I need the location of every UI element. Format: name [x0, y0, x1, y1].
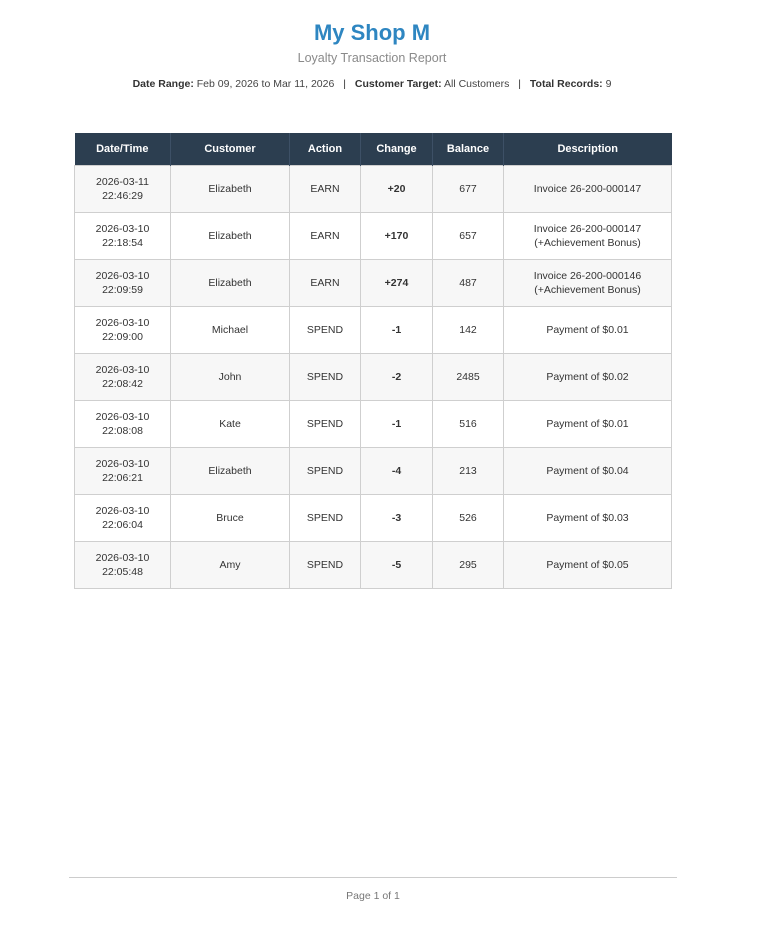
cell-description-line1: Payment of $0.01	[546, 418, 629, 430]
cell-customer: John	[171, 354, 290, 401]
cell-datetime	[75, 354, 171, 401]
cell-date: 2026-03-10	[95, 223, 150, 235]
cell-time: 22:06:21	[102, 472, 143, 484]
cell-change: -4	[361, 448, 433, 495]
column-header-customer: Customer	[171, 133, 290, 166]
cell-description-line2: (+Achievement Bonus)	[534, 284, 641, 296]
cell-time: 22:08:42	[102, 378, 143, 390]
cell-change: -1	[361, 307, 433, 354]
cell-action: EARN	[290, 213, 361, 260]
column-header-change: Change	[361, 133, 433, 166]
table-row	[75, 260, 672, 307]
cell-balance: 487	[433, 260, 504, 307]
cell-datetime	[75, 260, 171, 307]
column-header-description: Description	[504, 133, 672, 166]
cell-action: SPEND	[290, 448, 361, 495]
cell-customer: Amy	[171, 542, 290, 589]
cell-customer: Bruce	[171, 495, 290, 542]
cell-description-line1: Payment of $0.01	[546, 324, 629, 336]
cell-balance: 213	[433, 448, 504, 495]
table-row	[75, 495, 672, 542]
cell-time: 22:46:29	[102, 190, 143, 202]
cell-date: 2026-03-10	[95, 364, 150, 376]
meta-separator: |	[518, 78, 521, 90]
cell-description	[504, 213, 672, 260]
table-row	[75, 307, 672, 354]
cell-action: SPEND	[290, 542, 361, 589]
cell-date: 2026-03-10	[95, 270, 150, 282]
cell-description	[504, 166, 672, 213]
cell-change: +274	[361, 260, 433, 307]
cell-action: SPEND	[290, 354, 361, 401]
footer-divider	[69, 877, 677, 878]
cell-time: 22:09:59	[102, 284, 143, 296]
cell-description-line1: Invoice 26-200-000147	[533, 183, 642, 195]
cell-datetime	[75, 213, 171, 260]
cell-action: EARN	[290, 260, 361, 307]
cell-datetime	[75, 495, 171, 542]
transactions-table	[74, 133, 672, 589]
cell-datetime	[75, 307, 171, 354]
cell-balance: 677	[433, 166, 504, 213]
page-number: Page 1 of 1	[346, 890, 400, 902]
cell-action: EARN	[290, 166, 361, 213]
cell-balance: 526	[433, 495, 504, 542]
column-header-datetime: Date/Time	[75, 133, 171, 166]
cell-date: 2026-03-11	[96, 176, 149, 188]
cell-customer: Elizabeth	[171, 448, 290, 495]
cell-description	[504, 448, 672, 495]
table-row	[75, 354, 672, 401]
report-title: My Shop M	[313, 20, 431, 45]
report-subtitle: Loyalty Transaction Report	[297, 51, 447, 65]
table-row	[75, 401, 672, 448]
cell-description-line1: Payment of $0.04	[546, 465, 629, 477]
table-row	[75, 166, 672, 213]
customer-target-value: All Customers	[443, 78, 510, 90]
cell-date: 2026-03-10	[95, 411, 150, 423]
cell-description-line1: Payment of $0.03	[546, 512, 629, 524]
cell-date: 2026-03-10	[95, 317, 150, 329]
cell-customer: Elizabeth	[171, 166, 290, 213]
report-meta	[0, 78, 744, 90]
customer-target-label: Customer Target:	[354, 78, 442, 90]
cell-time: 22:18:54	[102, 237, 143, 249]
cell-description-line2: (+Achievement Bonus)	[534, 237, 641, 249]
cell-description-line1: Invoice 26-200-000146	[533, 270, 642, 282]
cell-description	[504, 542, 672, 589]
cell-balance: 142	[433, 307, 504, 354]
cell-description	[504, 495, 672, 542]
cell-customer: Michael	[171, 307, 290, 354]
table-header-row	[75, 133, 672, 166]
date-range-value: Feb 09, 2026 to Mar 11, 2026	[196, 78, 335, 90]
date-range-label: Date Range:	[132, 78, 194, 90]
cell-change: -1	[361, 401, 433, 448]
cell-change: -3	[361, 495, 433, 542]
cell-description-line1: Payment of $0.02	[546, 371, 629, 383]
cell-action: SPEND	[290, 401, 361, 448]
meta-separator: |	[343, 78, 346, 90]
cell-change: +170	[361, 213, 433, 260]
cell-date: 2026-03-10	[95, 552, 150, 564]
cell-balance: 2485	[433, 354, 504, 401]
cell-customer: Elizabeth	[171, 213, 290, 260]
cell-time: 22:09:00	[102, 331, 143, 343]
cell-time: 22:05:48	[102, 566, 143, 578]
cell-description	[504, 354, 672, 401]
cell-date: 2026-03-10	[95, 505, 150, 517]
column-header-action: Action	[290, 133, 361, 166]
cell-customer: Elizabeth	[171, 260, 290, 307]
cell-action: SPEND	[290, 495, 361, 542]
cell-datetime	[75, 542, 171, 589]
cell-datetime	[75, 166, 171, 213]
cell-time: 22:08:08	[102, 425, 143, 437]
cell-time: 22:06:04	[102, 519, 143, 531]
cell-balance: 657	[433, 213, 504, 260]
table-row	[75, 542, 672, 589]
table-row	[75, 448, 672, 495]
column-header-balance: Balance	[433, 133, 504, 166]
cell-description	[504, 260, 672, 307]
cell-description	[504, 307, 672, 354]
total-records-label: Total Records:	[529, 78, 603, 90]
cell-description-line1: Invoice 26-200-000147	[533, 223, 642, 235]
cell-balance: 516	[433, 401, 504, 448]
cell-customer: Kate	[171, 401, 290, 448]
cell-datetime	[75, 401, 171, 448]
cell-change: +20	[361, 166, 433, 213]
cell-action: SPEND	[290, 307, 361, 354]
cell-description-line1: Payment of $0.05	[546, 559, 629, 571]
cell-date: 2026-03-10	[95, 458, 150, 470]
cell-datetime	[75, 448, 171, 495]
cell-balance: 295	[433, 542, 504, 589]
cell-change: -5	[361, 542, 433, 589]
cell-change: -2	[361, 354, 433, 401]
cell-description	[504, 401, 672, 448]
table-row	[75, 213, 672, 260]
total-records-value: 9	[605, 78, 612, 90]
